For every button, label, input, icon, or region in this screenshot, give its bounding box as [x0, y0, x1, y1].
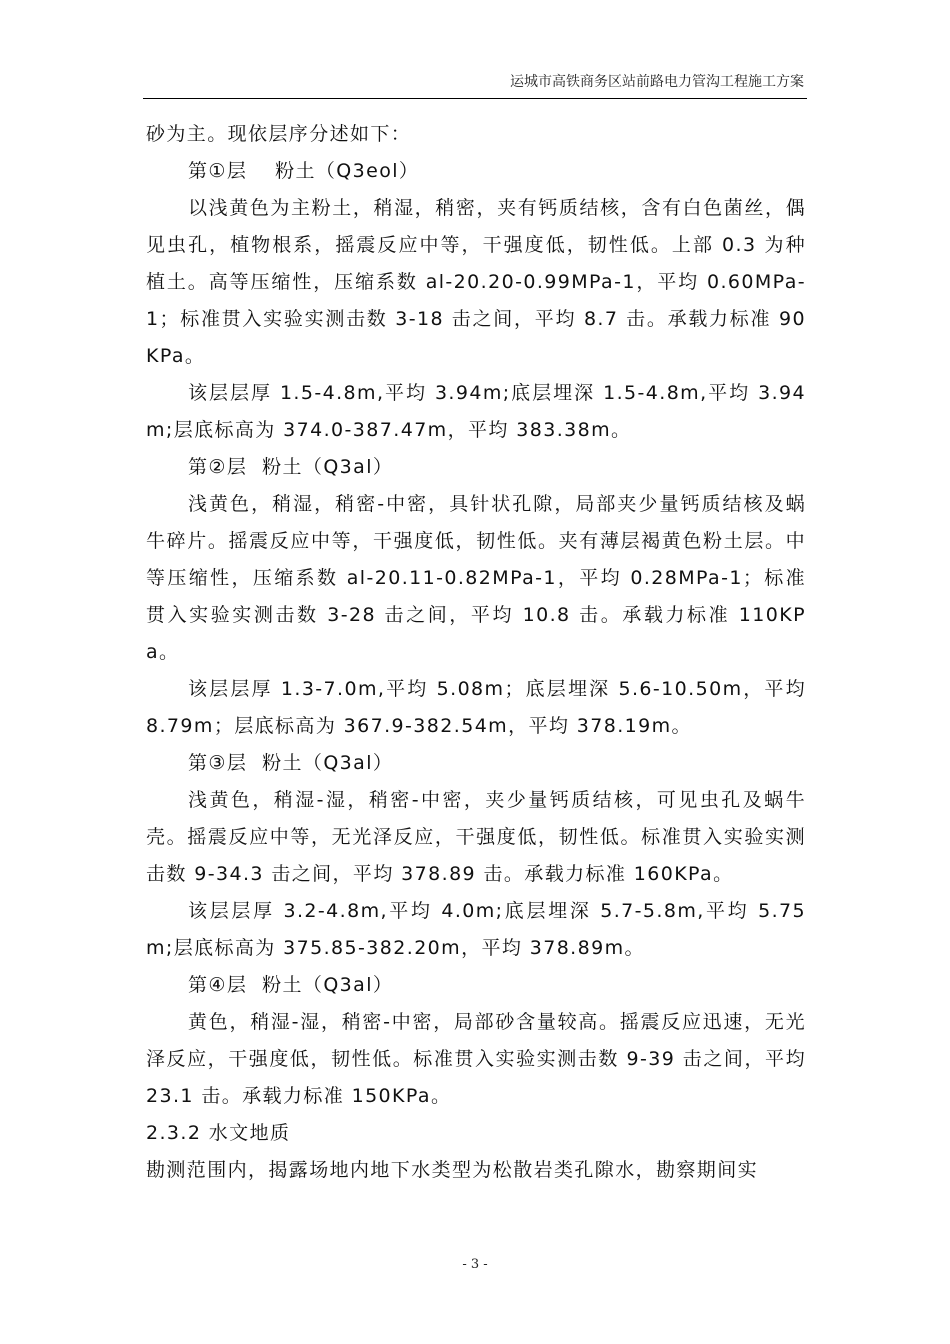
- layer-2-heading: 第②层 粉土（Q3al）: [188, 456, 394, 478]
- document-body: [146, 116, 806, 1189]
- layer-1-heading: 第①层 粉土（Q3eol）: [188, 160, 420, 182]
- paragraph-continuation: 砂为主。现依层序分述如下：: [146, 123, 412, 145]
- running-header: 运城市高铁商务区站前路电力管沟工程施工方案: [510, 74, 804, 90]
- layer-4-heading: 第④层 粉土（Q3al）: [188, 974, 394, 996]
- page-number: - 3 -: [462, 1257, 488, 1272]
- layer-4-description: 黄色，稍湿-湿，稍密-中密，局部砂含量较高。摇震反应迅速，无光泽反应，干强度低，韧性低。标准贯入实验实测击数 9-39 击之间，平均 23.1 击。承载力标准 150KPa。: [146, 1011, 806, 1107]
- layer-1-thickness: 该层层厚 1.5-4.8m,平均 3.94m;底层埋深 1.5-4.8m,平均 3.94m;层底标高为 374.0-387.47m，平均 383.38m。: [146, 382, 806, 441]
- layer-2-description: 浅黄色，稍湿，稍密-中密，具针状孔隙，局部夹少量钙质结核及蜗牛碎片。摇震反应中等，干强度低，韧性低。夹有薄层褐黄色粉土层。中等压缩性，压缩系数 al-20.11-0.82MPa-1，平均 0.28MPa-1；标准贯入实验实测击数 3-28 击之间，平均 10.8 击。承载力标准 110KPa。: [146, 493, 806, 663]
- hydrogeology-paragraph: 勘测范围内，揭露场地内地下水类型为松散岩类孔隙水，勘察期间实: [146, 1159, 759, 1181]
- layer-3-thickness: 该层层厚 3.2-4.8m,平均 4.0m;底层埋深 5.7-5.8m,平均 5.75m;层底标高为 375.85-382.20m，平均 378.89m。: [146, 900, 806, 959]
- section-heading-hydrogeology: 2.3.2 水文地质: [146, 1122, 291, 1144]
- layer-3-description: 浅黄色，稍湿-湿，稍密-中密，夹少量钙质结核，可见虫孔及蜗牛壳。摇震反应中等，无光泽反应，干强度低，韧性低。标准贯入实验实测击数 9-34.3 击之间，平均 378.89 击。承载力标准 160KPa。: [146, 789, 806, 885]
- layer-3-heading: 第③层 粉土（Q3al）: [188, 752, 394, 774]
- layer-2-thickness: 该层层厚 1.3-7.0m,平均 5.08m；底层埋深 5.6-10.50m，平均 8.79m；层底标高为 367.9-382.54m，平均 378.19m。: [146, 678, 806, 737]
- layer-1-description: 以浅黄色为主粉土，稍湿，稍密，夹有钙质结核，含有白色菌丝，偶见虫孔，植物根系，摇震反应中等，干强度低，韧性低。上部 0.3 为种植土。高等压缩性，压缩系数 al-20.20-0.99MPa-1，平均 0.60MPa-1；标准贯入实验实测击数 3-18 击之间，平均 8.7 击。承载力标准 90KPa。: [146, 197, 806, 367]
- header-rule: [143, 98, 807, 99]
